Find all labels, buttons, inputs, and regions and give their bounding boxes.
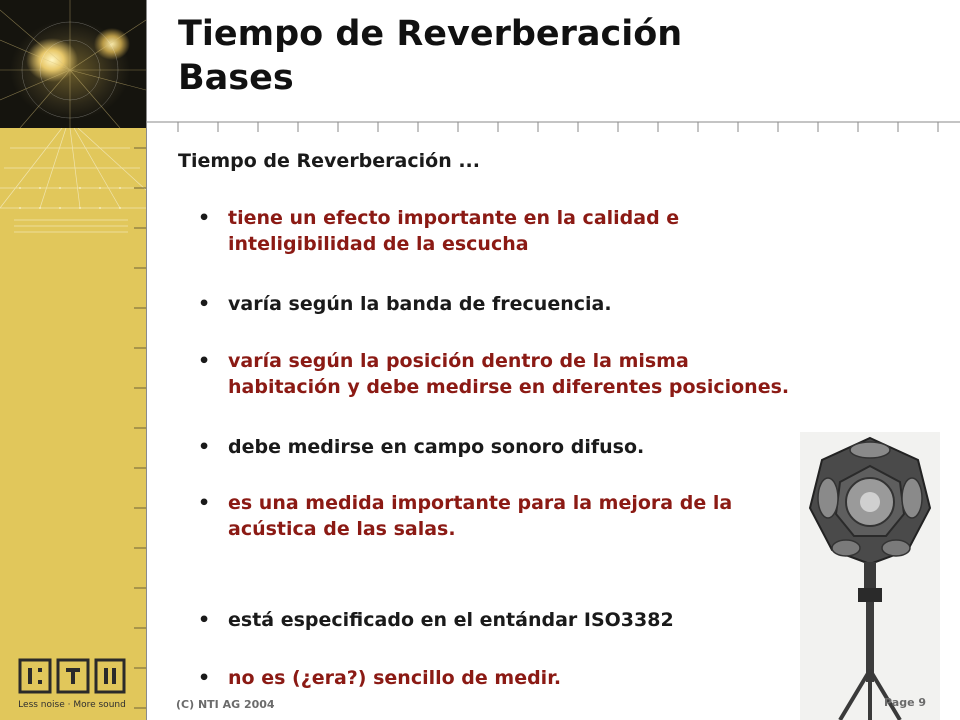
bullet-text [228, 434, 838, 460]
bullet-line: tiene un efecto importante en la calidad e [228, 207, 680, 229]
bullet-item [198, 348, 838, 400]
bullet-line: habitación y debe medirse en diferentes posiciones. [228, 376, 790, 398]
bullet-text [228, 348, 838, 400]
bullet-text [228, 607, 838, 633]
bullet-line: es una medida importante para la mejora de la [228, 492, 733, 514]
bullet-item [198, 490, 838, 542]
bullet-line: inteligibilidad de la escucha [228, 233, 529, 255]
bullet-item [198, 205, 838, 257]
slide-title [178, 12, 682, 100]
bullet-line: varía según la banda de frecuencia. [228, 293, 612, 315]
nti-logo-mark [16, 656, 128, 698]
logo-tagline: Less noise · More sound [18, 700, 126, 710]
bullet-dot: • [198, 492, 211, 514]
sidebar-photo [0, 0, 146, 128]
bullet-text [228, 205, 838, 257]
bullet-dot: • [198, 293, 211, 315]
slide-title-line1: Tiempo de Reverberación [178, 14, 683, 54]
bullet-line: varía según la posición dentro de la misma [228, 350, 689, 372]
dodecahedron-speaker-image [800, 432, 940, 720]
bullet-text [228, 291, 838, 317]
bullet-item [198, 607, 838, 633]
slide-title-line2: Bases [178, 58, 294, 98]
sidebar-divider [146, 0, 147, 720]
bullet-dot: • [198, 609, 211, 631]
horizontal-ruler [146, 118, 960, 132]
bullet-line: debe medirse en campo sonoro difuso. [228, 436, 645, 458]
nti-logo [16, 656, 128, 714]
bullet-item [198, 434, 838, 460]
copyright-text: (C) NTI AG 2004 [176, 698, 275, 711]
bullet-item [198, 665, 838, 691]
bullet-dot: • [198, 667, 211, 689]
bullet-dot: • [198, 436, 211, 458]
bullet-line: no es (¿era?) sencillo de medir. [228, 667, 562, 689]
bullet-dot: • [198, 207, 211, 229]
bullet-dot: • [198, 350, 211, 372]
slide-subtitle: Tiempo de Reverberación ... [178, 150, 480, 172]
bullet-line: acústica de las salas. [228, 518, 456, 540]
decorative-sidebar [0, 0, 146, 720]
vertical-ruler [128, 128, 146, 720]
perspective-grid-graphic [0, 128, 146, 248]
page-number: Page 9 [884, 696, 927, 709]
light-rays-graphic [0, 0, 146, 128]
bullet-text [228, 665, 838, 691]
bullet-item [198, 291, 838, 317]
bullet-line: está especificado en el entándar ISO3382 [228, 609, 674, 631]
bullet-text [228, 490, 838, 542]
